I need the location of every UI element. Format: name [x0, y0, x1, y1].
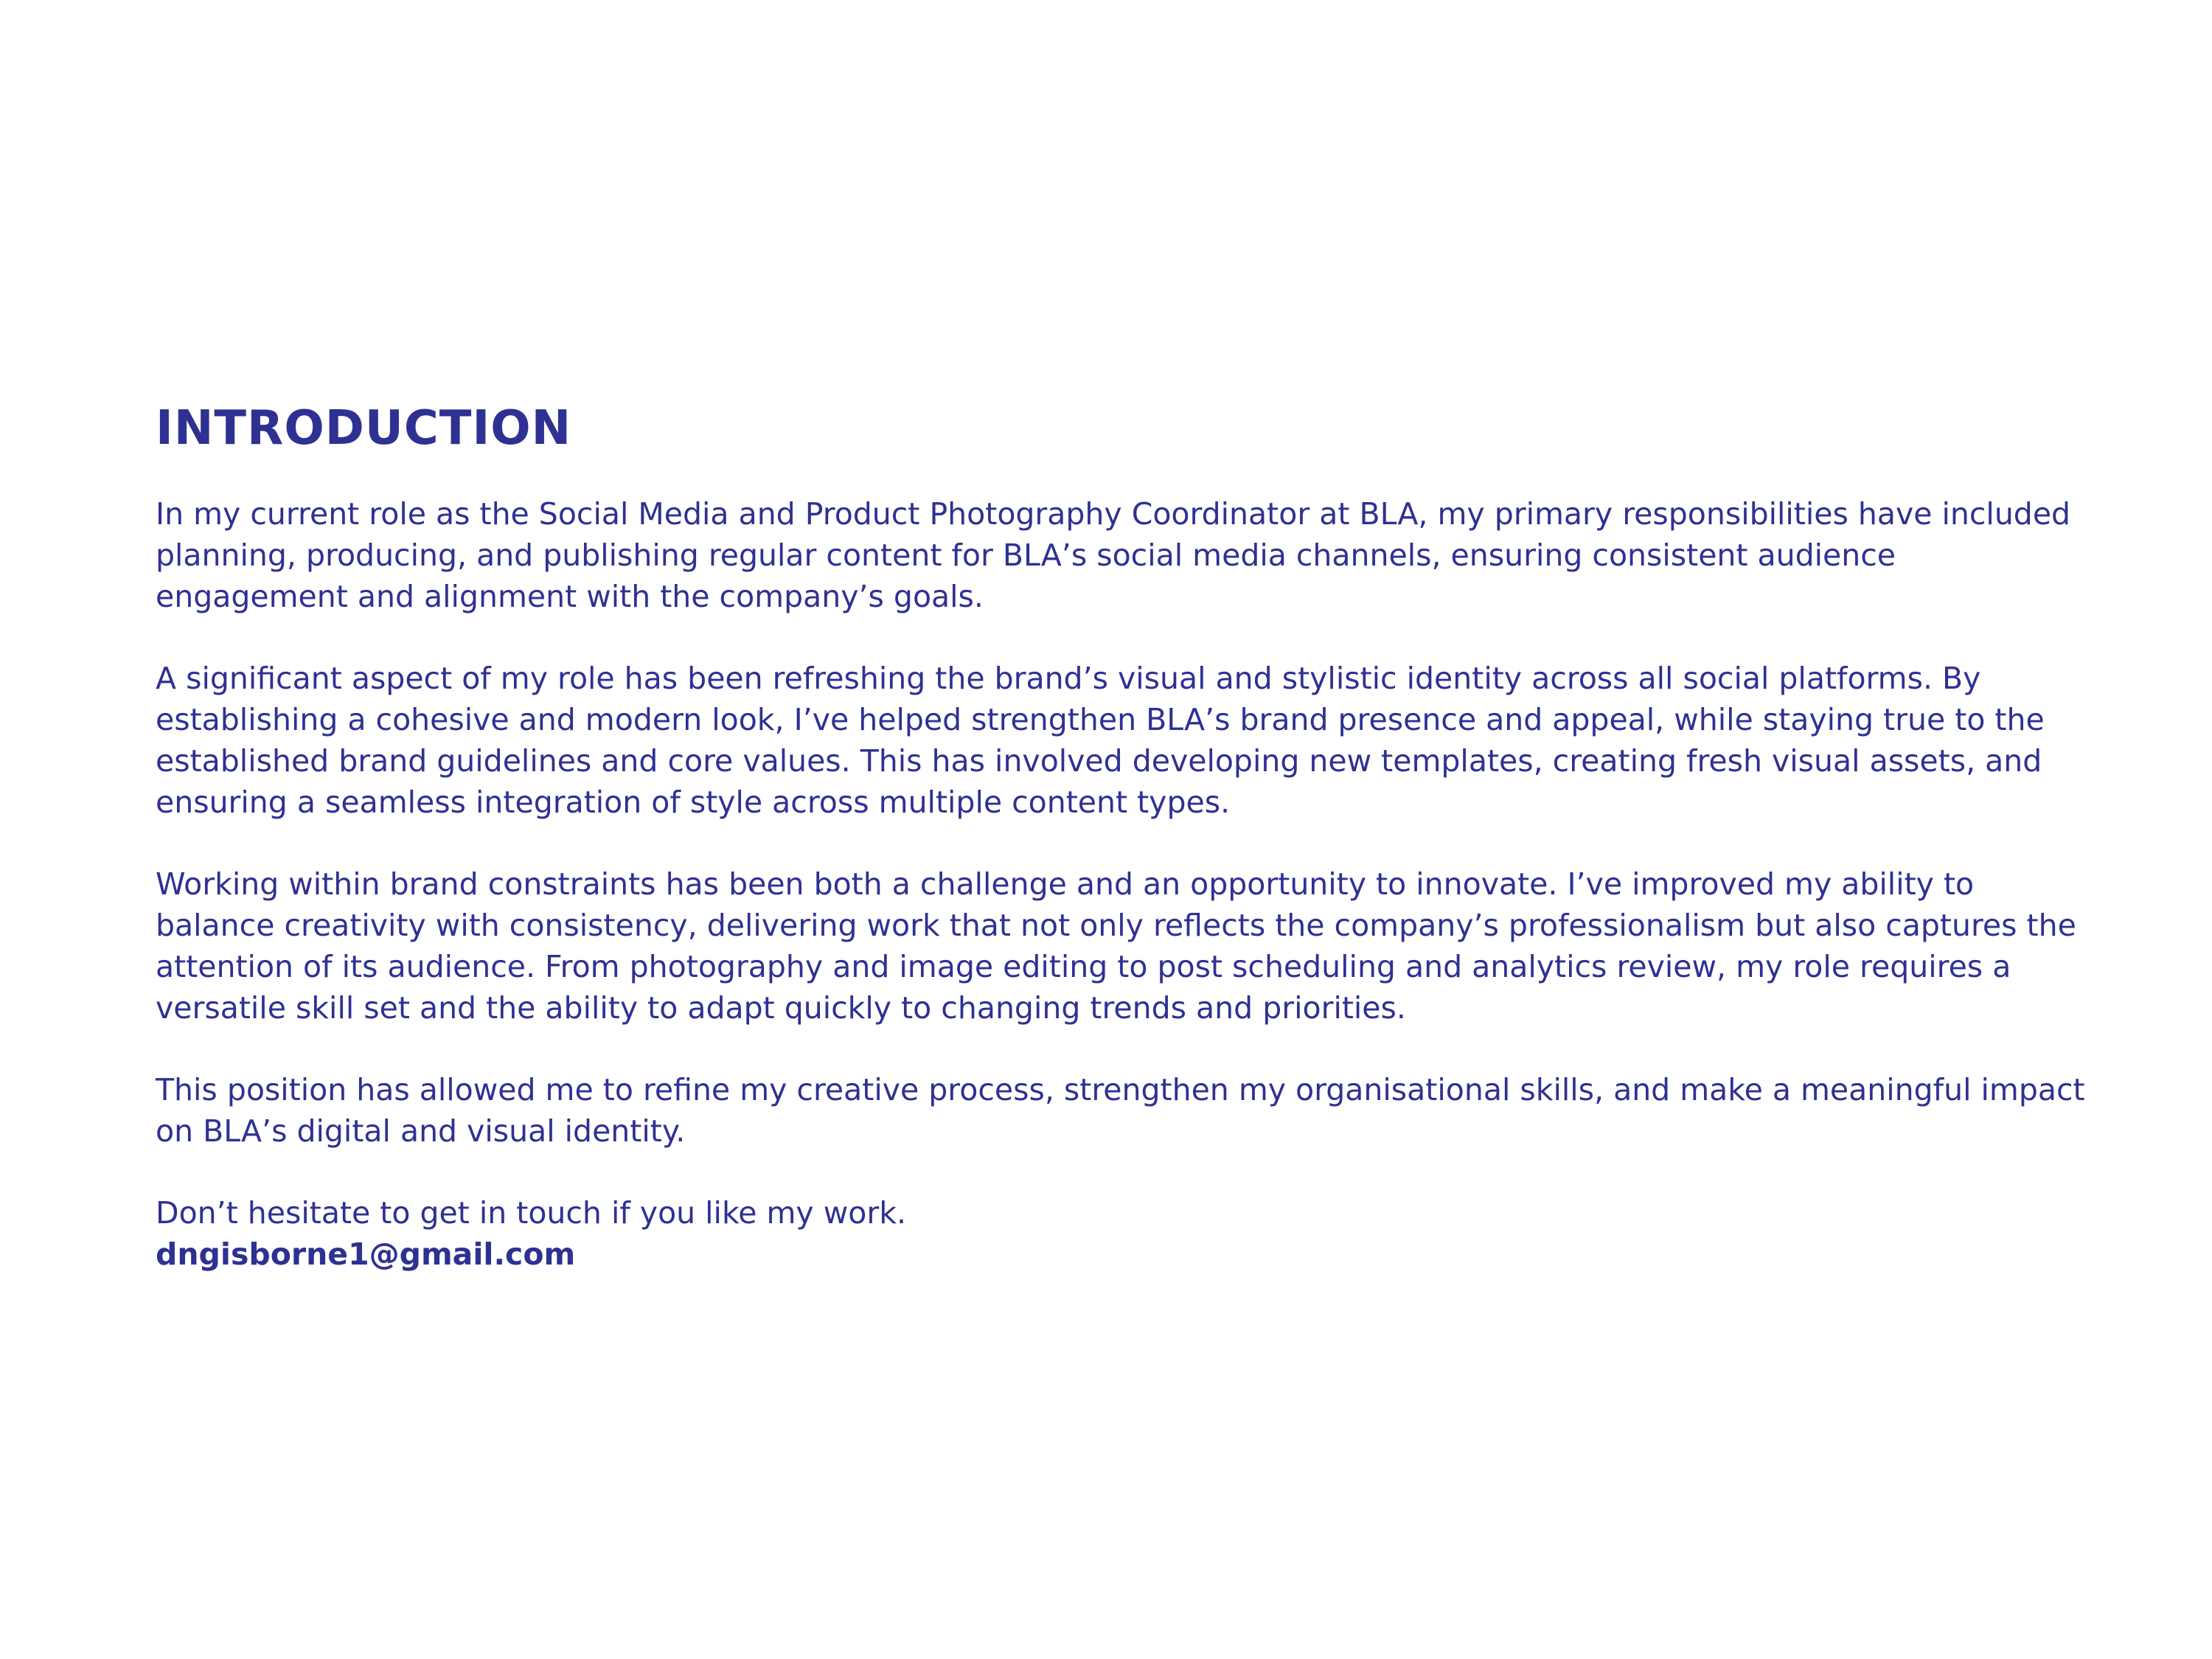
intro-paragraph-3: Working within brand constraints has been both a challenge and an opportunity to innovate. I’ve improved my ability to balance creativity with consistency, delivering work that not only reflects the company’s professionalism but also captures the attention of its audience. From photography and image editing to post scheduling and analytics review, my role requires a versatile skill set and the ability to adapt quickly to changing trends and priorities. — [156, 866, 2076, 1026]
intro-paragraph-4: This position has allowed me to refine my creative process, strengthen my organisational skills, and make a meaningful impact on BLA’s digital and visual identity. — [156, 1072, 2085, 1149]
introduction-section — [156, 402, 2087, 1275]
email-link[interactable]: dngisborne1@gmail.com — [156, 1237, 576, 1272]
contact-invitation: Don’t hesitate to get in touch if you like my work. — [156, 1195, 906, 1231]
intro-paragraph-1: In my current role as the Social Media and Product Photography Coordinator at BLA, my primary responsibilities have included planning, producing, and publishing regular content for BLA’s social media channels, ensuring consistent audience engagement and alignment with the company’s goals. — [156, 496, 2071, 614]
section-heading: INTRODUCTION — [156, 401, 572, 456]
intro-paragraph-2: A significant aspect of my role has been refreshing the brand’s visual and stylistic identity across all social platforms. By establishing a cohesive and modern look, I’ve helped strengthen BLA’s brand presence and appeal, while staying true to the established brand guidelines and core values. This has involved developing new templates, creating fresh visual assets, and ensuring a seamless integration of style across multiple content types. — [156, 661, 2045, 820]
